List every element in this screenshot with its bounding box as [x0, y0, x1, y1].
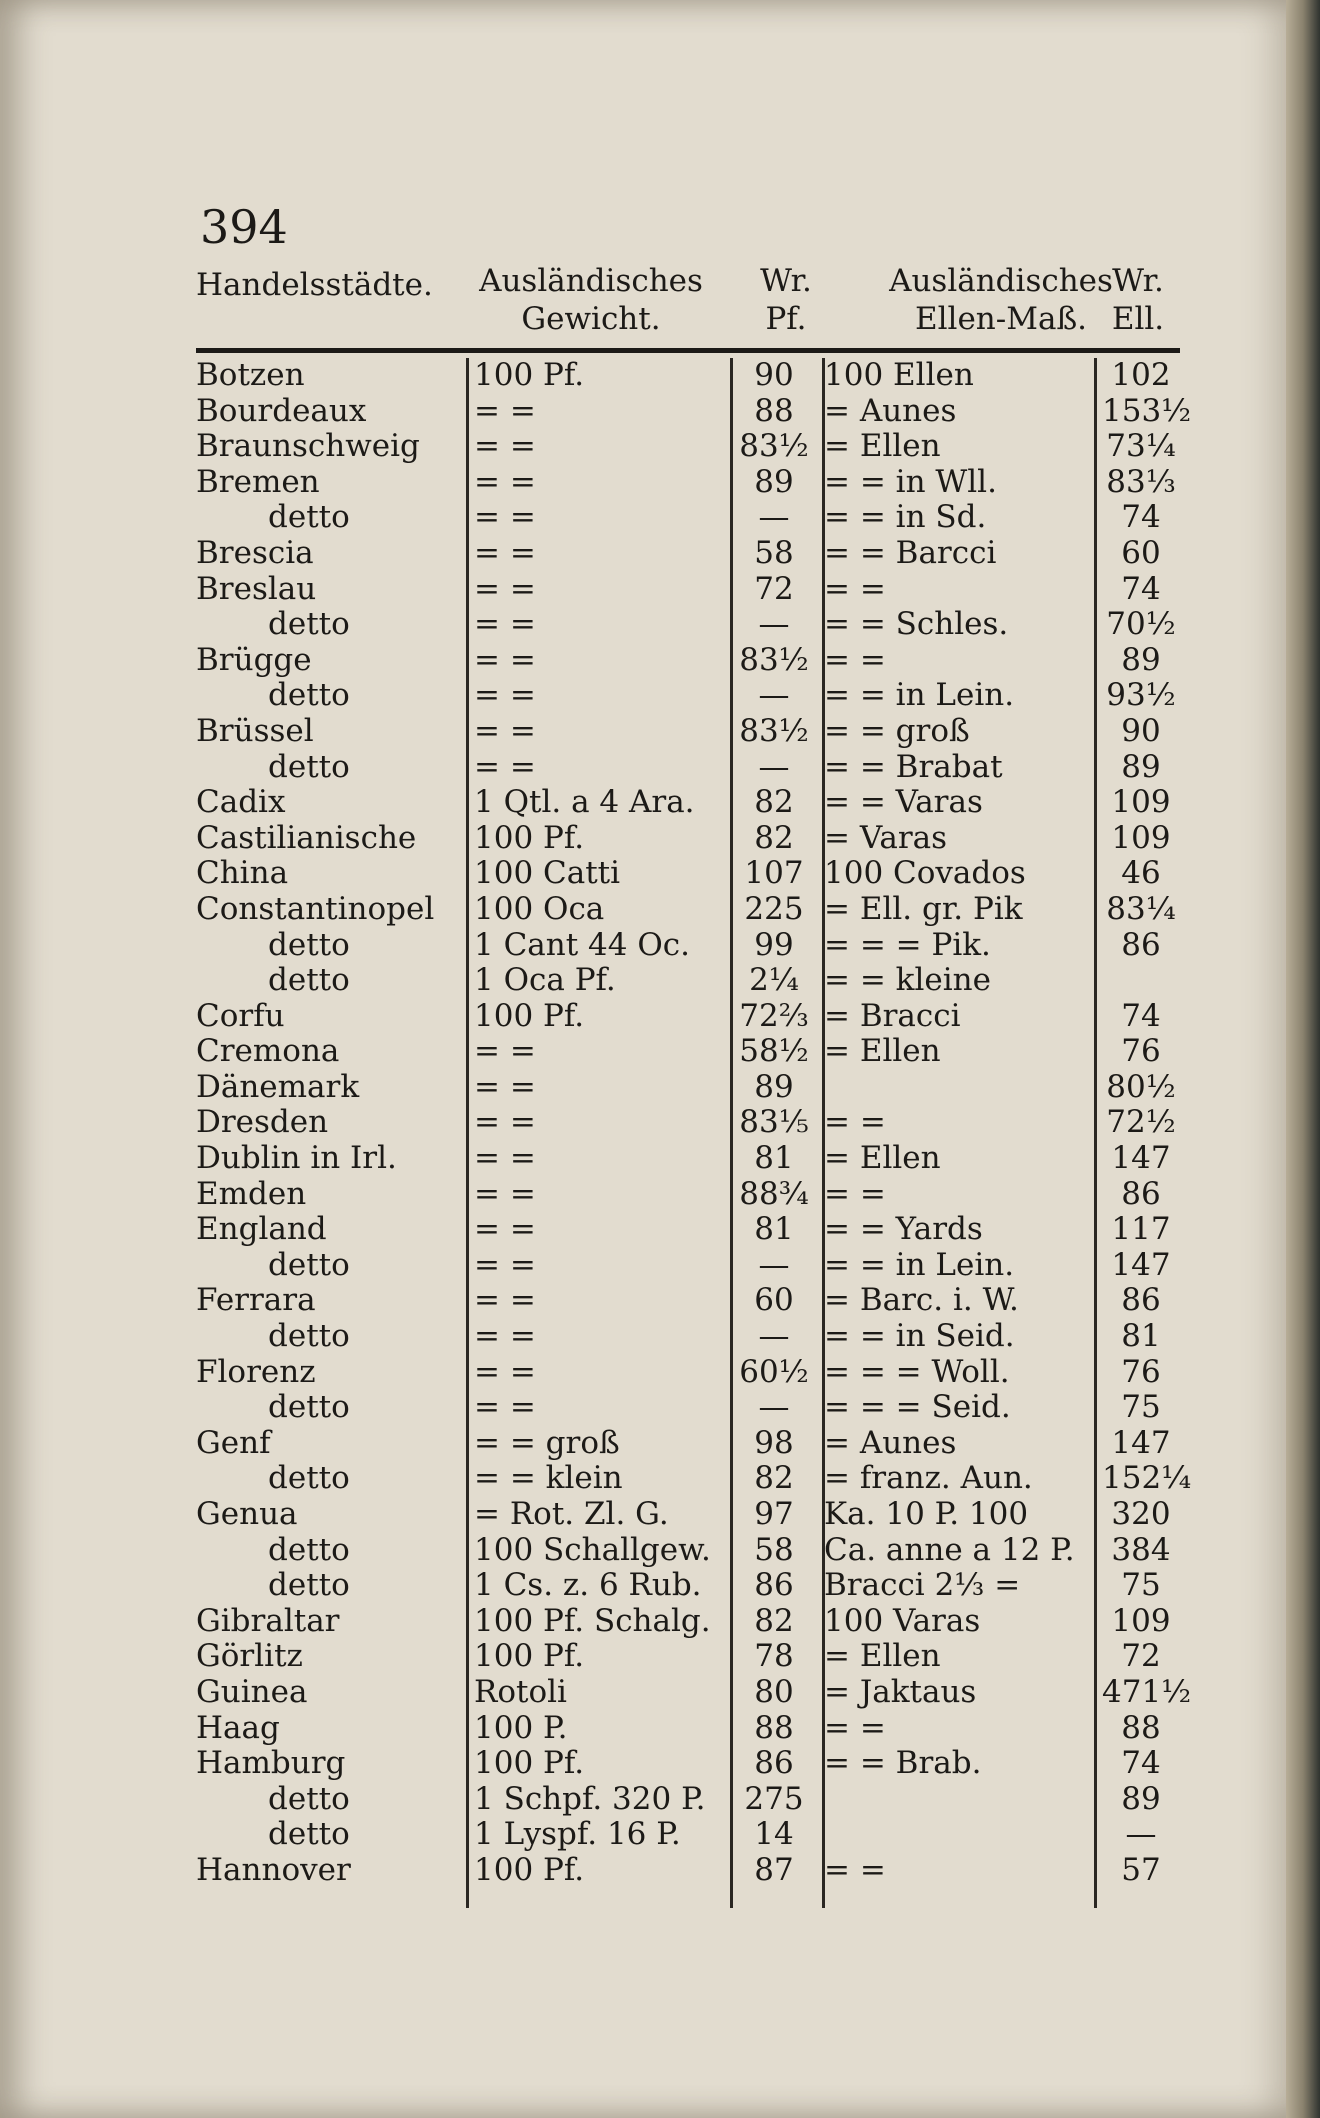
measure-cell: = = Brabat — [824, 748, 1003, 785]
wr-ell-cell: 83¼ — [1106, 890, 1176, 927]
table-row — [196, 1248, 1180, 1284]
city-cell: Görlitz — [196, 1638, 303, 1675]
wr-ell-cell: 74 — [1121, 570, 1161, 607]
measure-cell: Bracci 2⅓ = — [824, 1567, 1021, 1604]
city-cell: detto — [268, 499, 350, 536]
measure-cell: 100 Varas — [824, 1602, 981, 1639]
table-row — [196, 1283, 1180, 1319]
measure-cell: = Ellen — [824, 1140, 941, 1177]
wr-ell-cell: 74 — [1121, 499, 1161, 536]
table-row — [196, 1746, 1180, 1782]
weight-cell: = = — [474, 1175, 536, 1212]
wr-ell-cell: 83⅓ — [1106, 463, 1176, 500]
wr-pf-cell: 58½ — [739, 1033, 809, 1070]
table-row — [196, 1604, 1180, 1640]
table-row — [196, 1355, 1180, 1391]
wr-pf-cell: 83½ — [739, 712, 809, 749]
table-row — [196, 500, 1180, 536]
wr-pf-cell: 83⅕ — [739, 1104, 809, 1141]
measure-cell: = = in Lein. — [824, 1246, 1015, 1283]
table-row — [196, 1212, 1180, 1248]
weight-cell: = = — [474, 641, 536, 678]
wr-ell-cell: 72 — [1121, 1638, 1161, 1675]
wr-ell-cell: 75 — [1121, 1567, 1161, 1604]
city-cell: Brügge — [196, 641, 312, 678]
wr-pf-cell: 2¼ — [749, 962, 799, 999]
city-cell: Breslau — [196, 570, 317, 607]
city-cell: Genua — [196, 1496, 298, 1532]
header-wr-ell-line2: Ell. — [1111, 301, 1165, 337]
wr-pf-cell: — — [758, 1389, 790, 1426]
measure-cell: Ca. anne a 12 P. — [824, 1531, 1075, 1568]
header-rule — [196, 348, 1180, 353]
weight-cell: = = — [474, 1211, 536, 1248]
weight-cell: 100 Pf. — [474, 1851, 585, 1888]
wr-pf-cell: 88 — [754, 1709, 794, 1746]
header-wr-pf-line2: Pf. — [765, 301, 807, 337]
measure-cell: = = Brab. — [824, 1745, 982, 1782]
weight-cell: = = — [474, 677, 536, 714]
header-foreign-weight-line1: Ausländisches — [479, 263, 703, 299]
measure-cell: = = in Lein. — [824, 677, 1015, 714]
wr-pf-cell: 81 — [754, 1211, 794, 1248]
weight-cell: 1 Qtl. a 4 Ara. — [474, 784, 695, 821]
city-cell: detto — [268, 748, 350, 785]
table-row — [196, 785, 1180, 821]
wr-pf-cell: — — [758, 748, 790, 785]
weight-cell: = = — [474, 534, 536, 571]
wr-pf-cell: — — [758, 677, 790, 714]
measure-cell: = Aunes — [824, 392, 957, 429]
weight-cell: 100 Pf. Schalg. — [474, 1602, 711, 1639]
header-wr-ell — [1096, 262, 1180, 338]
weight-cell: = = — [474, 1353, 536, 1390]
wr-pf-cell: 97 — [754, 1496, 794, 1532]
wr-pf-cell: 14 — [754, 1816, 794, 1853]
wr-ell-cell: 60 — [1121, 534, 1161, 571]
measure-cell: = = in Wll. — [824, 463, 997, 500]
city-cell: England — [196, 1211, 327, 1248]
wr-pf-cell: 98 — [754, 1424, 794, 1461]
wr-ell-cell: 152¼ — [1102, 1460, 1192, 1497]
wr-pf-cell: 86 — [754, 1745, 794, 1782]
weight-cell: 1 Oca Pf. — [474, 962, 616, 999]
wr-pf-cell: 58 — [754, 534, 794, 571]
weight-cell: 100 Oca — [474, 890, 605, 927]
city-cell: Cadix — [196, 784, 286, 821]
measure-cell: = Ellen — [824, 428, 941, 465]
weight-cell: = = — [474, 463, 536, 500]
city-cell: detto — [268, 1246, 350, 1283]
city-cell: detto — [268, 1389, 350, 1426]
wr-ell-cell: 109 — [1111, 1602, 1171, 1639]
table-row — [196, 1639, 1180, 1675]
weight-cell: 100 Schallgew. — [474, 1531, 711, 1568]
weight-cell: 1 Lyspf. 16 P. — [474, 1816, 681, 1853]
table-row — [196, 1177, 1180, 1213]
wr-pf-cell: 88¾ — [739, 1175, 809, 1212]
wr-ell-cell: 57 — [1121, 1851, 1161, 1888]
wr-ell-cell: 320 — [1111, 1496, 1171, 1532]
wr-ell-cell: 90 — [1121, 712, 1161, 749]
city-cell: Brescia — [196, 534, 314, 571]
measure-cell: = Varas — [824, 819, 948, 856]
city-cell: Corfu — [196, 997, 285, 1034]
weight-cell: = = — [474, 570, 536, 607]
table-row — [196, 1853, 1180, 1889]
header-wr-pf — [741, 262, 831, 338]
table-row — [196, 1070, 1180, 1106]
table-row — [196, 1533, 1180, 1569]
wr-pf-cell: — — [758, 499, 790, 536]
weight-cell: = = — [474, 1282, 536, 1319]
weight-cell: 100 Pf. — [474, 1745, 585, 1782]
wr-pf-cell: 88 — [754, 392, 794, 429]
table-row — [196, 999, 1180, 1035]
weight-cell: = = — [474, 1104, 536, 1141]
city-cell: detto — [268, 606, 350, 643]
wr-pf-cell: 72 — [754, 570, 794, 607]
book-spine — [1286, 0, 1320, 2118]
table-row — [196, 358, 1180, 394]
wr-ell-cell: 80½ — [1106, 1068, 1176, 1105]
wr-pf-cell: 83½ — [739, 641, 809, 678]
weight-cell: Rotoli — [474, 1673, 567, 1710]
table-row — [196, 963, 1180, 999]
city-cell: detto — [268, 1531, 350, 1568]
wr-pf-cell: 89 — [754, 463, 794, 500]
wr-pf-cell: 83½ — [739, 428, 809, 465]
measure-cell: = Ellen — [824, 1033, 941, 1070]
city-cell: detto — [268, 926, 350, 963]
city-cell: Castilianische — [196, 819, 417, 856]
table-row — [196, 1105, 1180, 1141]
city-cell: Hamburg — [196, 1745, 346, 1782]
weight-cell: 1 Cs. z. 6 Rub. — [474, 1567, 702, 1604]
wr-pf-cell: 225 — [744, 890, 804, 927]
header-foreign-measure-line2: Ellen-Maß. — [914, 301, 1088, 337]
wr-pf-cell: — — [758, 1318, 790, 1355]
wr-pf-cell: — — [758, 1246, 790, 1283]
weight-cell: = = — [474, 428, 536, 465]
table-row — [196, 1673, 1192, 1711]
wr-pf-cell: 107 — [744, 855, 804, 892]
wr-pf-cell: 89 — [754, 1068, 794, 1105]
measure-cell: = = = Woll. — [824, 1353, 1010, 1390]
wr-ell-cell: 147 — [1111, 1140, 1171, 1177]
table-row — [196, 1782, 1180, 1818]
measure-cell: = Bracci — [824, 997, 961, 1034]
measure-cell: = = — [824, 1175, 886, 1212]
weight-cell: = = — [474, 1140, 536, 1177]
wr-ell-cell: 89 — [1121, 1780, 1161, 1817]
wr-pf-cell: 82 — [754, 819, 794, 856]
weight-cell: 100 P. — [474, 1709, 568, 1746]
wr-ell-cell: 81 — [1121, 1318, 1161, 1355]
city-cell: Florenz — [196, 1353, 316, 1390]
table-row — [196, 856, 1180, 892]
page-number: 394 — [200, 200, 288, 254]
city-cell: Braunschweig — [196, 428, 420, 465]
measure-cell: = = — [824, 641, 886, 678]
table-row — [196, 714, 1180, 750]
weight-cell: 100 Pf. — [474, 357, 585, 393]
weight-cell: = = — [474, 1033, 536, 1070]
wr-pf-cell: 80 — [754, 1673, 794, 1710]
weight-cell: 100 Pf. — [474, 819, 585, 856]
wr-pf-cell: 60 — [754, 1282, 794, 1319]
measure-cell: 100 Ellen — [824, 357, 974, 393]
measure-cell: = Ellen — [824, 1638, 941, 1675]
wr-ell-cell: 46 — [1121, 855, 1161, 892]
table-row — [196, 678, 1180, 714]
measure-cell: = Jaktaus — [824, 1673, 977, 1710]
measure-cell: = = = Pik. — [824, 926, 991, 963]
wr-ell-cell: 117 — [1111, 1211, 1171, 1248]
city-cell: detto — [268, 1318, 350, 1355]
measure-cell: = = — [824, 1709, 886, 1746]
weight-cell: = = — [474, 606, 536, 643]
weight-cell: = = — [474, 1068, 536, 1105]
city-cell: Ferrara — [196, 1282, 316, 1319]
city-cell: Emden — [196, 1175, 307, 1212]
measure-cell: = = — [824, 570, 886, 607]
weight-cell: = = — [474, 1246, 536, 1283]
city-cell: Genf — [196, 1424, 271, 1461]
table-row — [196, 928, 1180, 964]
trade-table — [196, 357, 1192, 1889]
header-foreign-weight — [466, 262, 716, 338]
measure-cell: = = — [824, 1851, 886, 1888]
city-cell: Gibraltar — [196, 1602, 340, 1639]
city-cell: Botzen — [196, 357, 305, 393]
wr-ell-cell: 75 — [1121, 1389, 1161, 1426]
wr-pf-cell: 78 — [754, 1638, 794, 1675]
wr-ell-cell: 73¼ — [1106, 428, 1176, 465]
table-row — [196, 1817, 1180, 1853]
wr-ell-cell: 153½ — [1102, 392, 1192, 429]
wr-pf-cell: 275 — [744, 1780, 804, 1817]
wr-pf-cell: 82 — [754, 784, 794, 821]
city-cell: Bremen — [196, 463, 320, 500]
table-row — [196, 392, 1192, 430]
table-row — [196, 643, 1180, 679]
city-cell: Bourdeaux — [196, 392, 367, 429]
wr-pf-cell: 99 — [754, 926, 794, 963]
measure-cell: = franz. Aun. — [824, 1460, 1033, 1497]
header-wr-pf-line1: Wr. — [760, 263, 812, 299]
wr-ell-cell: 109 — [1111, 784, 1171, 821]
wr-pf-cell: 82 — [754, 1460, 794, 1497]
city-cell: Hannover — [196, 1851, 351, 1888]
weight-cell: = = — [474, 1318, 536, 1355]
wr-ell-cell: 76 — [1121, 1033, 1161, 1070]
measure-cell: = Aunes — [824, 1424, 957, 1461]
table-row — [196, 465, 1180, 501]
wr-ell-cell: 72½ — [1106, 1104, 1176, 1141]
table-row — [196, 750, 1180, 786]
wr-ell-cell: 471½ — [1102, 1673, 1192, 1710]
measure-cell: = = Barcci — [824, 534, 997, 571]
wr-ell-cell: 86 — [1121, 926, 1161, 963]
measure-cell: = = kleine — [824, 962, 991, 999]
weight-cell: 1 Cant 44 Oc. — [474, 926, 690, 963]
table-row — [196, 536, 1180, 572]
table-row — [196, 1319, 1180, 1355]
wr-ell-cell: 109 — [1111, 819, 1171, 856]
weight-cell: 100 Catti — [474, 855, 621, 892]
measure-cell: = = Varas — [824, 784, 983, 821]
wr-ell-cell: 70½ — [1106, 606, 1176, 643]
city-cell: detto — [268, 1816, 350, 1853]
wr-ell-cell: 74 — [1121, 997, 1161, 1034]
wr-ell-cell: 88 — [1121, 1709, 1161, 1746]
city-cell: Cremona — [196, 1033, 340, 1070]
wr-ell-cell: 89 — [1121, 748, 1161, 785]
wr-ell-cell: 102 — [1111, 357, 1171, 393]
city-cell: Dresden — [196, 1104, 329, 1141]
wr-ell-cell: 93½ — [1106, 677, 1176, 714]
city-cell: Haag — [196, 1709, 280, 1746]
wr-ell-cell: 86 — [1121, 1175, 1161, 1212]
wr-ell-cell: 384 — [1111, 1531, 1171, 1568]
wr-ell-cell: 76 — [1121, 1353, 1161, 1390]
table-row — [196, 1390, 1180, 1426]
table-row — [196, 429, 1180, 465]
header-foreign-measure-line1: Ausländisches — [889, 263, 1113, 299]
wr-pf-cell: 90 — [754, 357, 794, 393]
wr-ell-cell: 147 — [1111, 1424, 1171, 1461]
wr-pf-cell: 58 — [754, 1531, 794, 1568]
city-cell: detto — [268, 1780, 350, 1817]
measure-cell: 100 Covados — [824, 855, 1026, 892]
table-row — [196, 1711, 1180, 1747]
weight-cell: = = — [474, 392, 536, 429]
measure-cell: Ka. 10 P. 100 — [824, 1496, 1029, 1532]
table-row — [196, 821, 1180, 857]
weight-cell: = = — [474, 712, 536, 749]
wr-pf-cell: 87 — [754, 1851, 794, 1888]
measure-cell: = = = Seid. — [824, 1389, 1011, 1426]
weight-cell: 100 Pf. — [474, 997, 585, 1034]
wr-pf-cell: 81 — [754, 1140, 794, 1177]
weight-cell: = = — [474, 1389, 536, 1426]
table-row — [196, 1426, 1180, 1462]
weight-cell: = Rot. Zl. G. — [474, 1496, 669, 1532]
wr-pf-cell: 86 — [754, 1567, 794, 1604]
table-header — [196, 262, 1180, 344]
city-cell: detto — [268, 677, 350, 714]
city-cell: Dänemark — [196, 1068, 360, 1105]
city-cell: detto — [268, 1567, 350, 1604]
measure-cell: = = — [824, 1104, 886, 1141]
weight-cell: = = — [474, 748, 536, 785]
wr-ell-cell: — — [1125, 1816, 1157, 1853]
header-cities: Handelsstädte. — [196, 267, 433, 303]
table-row — [196, 1034, 1180, 1070]
wr-pf-cell: 72⅔ — [739, 997, 809, 1034]
table-row — [196, 892, 1180, 928]
table-row — [196, 1497, 1180, 1533]
measure-cell: = = Yards — [824, 1211, 983, 1248]
table-row — [196, 607, 1180, 643]
city-cell: Brüssel — [196, 712, 314, 749]
measure-cell: = = groß — [824, 712, 970, 749]
table-row — [196, 1460, 1192, 1497]
city-cell: China — [196, 855, 289, 892]
table-row — [196, 572, 1180, 608]
weight-cell: = = groß — [474, 1424, 620, 1461]
table-row — [196, 1568, 1180, 1604]
weight-cell: 100 Pf. — [474, 1638, 585, 1675]
measure-cell: = = Schles. — [824, 606, 1009, 643]
measure-cell: = Barc. i. W. — [824, 1282, 1019, 1319]
weight-cell: 1 Schpf. 320 P. — [474, 1780, 706, 1817]
wr-ell-cell: 147 — [1111, 1246, 1171, 1283]
header-wr-ell-line1: Wr. — [1112, 263, 1164, 299]
weight-cell: = = — [474, 499, 536, 536]
city-cell: Guinea — [196, 1673, 308, 1710]
table-row — [196, 1141, 1180, 1177]
city-cell: detto — [268, 962, 350, 999]
measure-cell: = = in Sd. — [824, 499, 987, 536]
city-cell: detto — [268, 1460, 350, 1497]
wr-pf-cell: — — [758, 606, 790, 643]
header-foreign-weight-line2: Gewicht. — [521, 301, 661, 337]
wr-ell-cell: 74 — [1121, 1745, 1161, 1782]
measure-cell: = Ell. gr. Pik — [824, 890, 1023, 927]
weight-cell: = = klein — [474, 1460, 623, 1497]
wr-ell-cell: 89 — [1121, 641, 1161, 678]
measure-cell: = = in Seid. — [824, 1318, 1015, 1355]
wr-pf-cell: 82 — [754, 1602, 794, 1639]
city-cell: Constantinopel — [196, 890, 435, 927]
wr-ell-cell: 86 — [1121, 1282, 1161, 1319]
city-cell: Dublin in Irl. — [196, 1140, 397, 1177]
wr-pf-cell: 60½ — [739, 1353, 809, 1390]
